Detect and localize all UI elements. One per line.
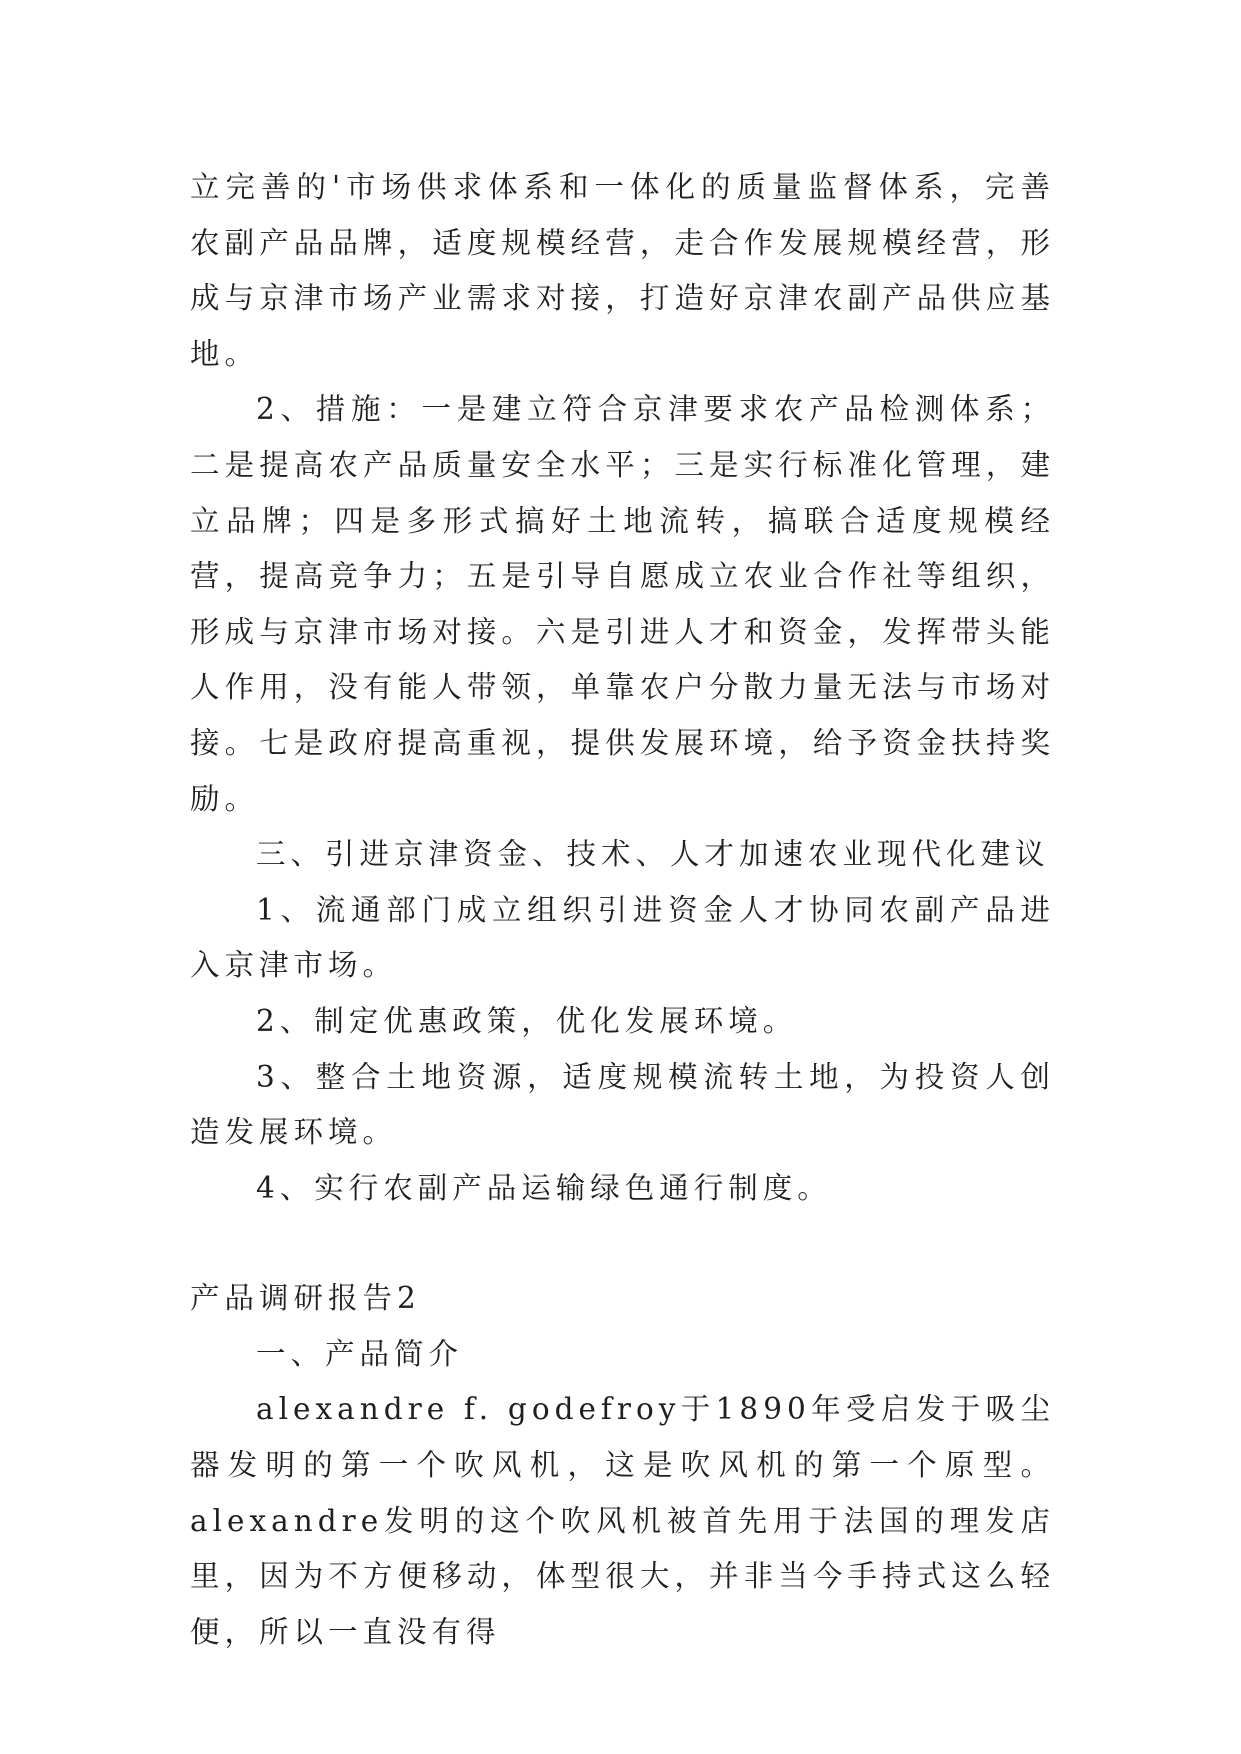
- paragraph-continuation: 立完善的'市场供求体系和一体化的质量监督体系，完善农副产品品牌，适度规模经营，走合作发展规模经营，形成与京津市场产业需求对接，打造好京津农副产品供应基地。: [190, 170, 1055, 371]
- paragraph-item-3: 3、整合土地资源，适度规模流转土地，为投资人创造发展环境。: [190, 1059, 1055, 1150]
- paragraph-item-2: 2、制定优惠政策，优化发展环境。: [256, 1003, 798, 1038]
- section-spacer: [190, 1216, 1055, 1271]
- report-title: 产品调研报告2: [190, 1281, 421, 1316]
- paragraph-item-4: 4、实行农副产品运输绿色通行制度。: [256, 1170, 832, 1205]
- section-heading-product-intro: 一、产品简介: [256, 1336, 464, 1371]
- document-body: [190, 160, 1055, 1660]
- section-heading-three: 三、引进京津资金、技术、人才加速农业现代化建议: [256, 837, 1050, 872]
- paragraph-item-1: 1、流通部门成立组织引进资金人才协同农副产品进入京津市场。: [190, 892, 1055, 983]
- paragraph-hairdryer-history: alexandre f. godefroy于1890年受启发于吸尘器发明的第一个吹风机，这是吹风机的第一个原型。alexandre发明的这个吹风机被首先用于法国的理发店里，因为不方便移动，体型很大，并非当今手持式这么轻便，所以一直没有得: [190, 1392, 1055, 1649]
- paragraph-measures: 2、措施：一是建立符合京津要求农产品检测体系；二是提高农产品质量安全水平；三是实行标准化管理，建立品牌；四是多形式搞好土地流转，搞联合适度规模经营，提高竞争力；五是引导自愿成立农业合作社等组织，形成与京津市场对接。六是引进人才和资金，发挥带头能人作用，没有能人带领，单靠农户分散力量无法与市场对接。七是政府提高重视，提供发展环境，给予资金扶持奖励。: [190, 392, 1055, 816]
